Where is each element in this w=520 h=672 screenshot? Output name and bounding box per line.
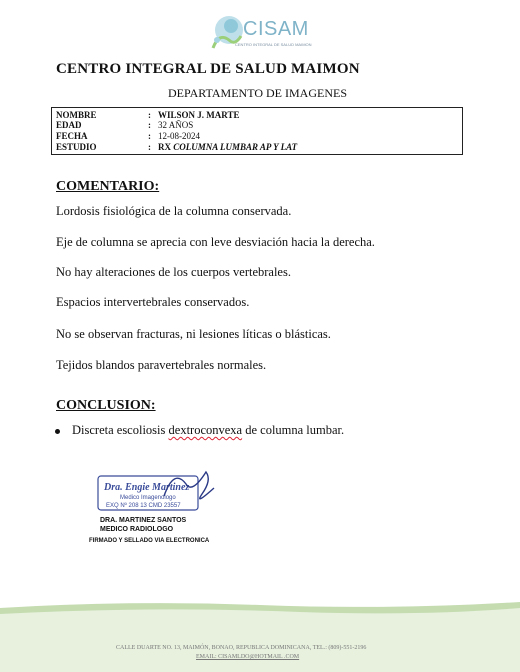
comment-line: Lordosis fisiológica de la columna conservada. xyxy=(56,204,292,218)
bullet-icon xyxy=(55,429,60,434)
patient-info-box xyxy=(51,107,463,155)
study-label: ESTUDIO xyxy=(56,142,97,152)
study-name: COLUMNA LUMBAR AP Y LAT xyxy=(173,142,298,152)
doctor-stamp-signature xyxy=(94,466,224,516)
doctor-title: MEDICO RADIOLOGO xyxy=(100,526,174,533)
comentario-heading: COMENTARIO: xyxy=(56,179,160,194)
date-colon: : xyxy=(148,131,151,141)
doctor-name: DRA. MARTINEZ SANTOS xyxy=(100,517,187,524)
footer-email[interactable]: EMAIL: CISAMLDO@HOTMAIL .COM xyxy=(196,654,300,660)
conclusion-heading: CONCLUSION: xyxy=(56,398,156,413)
name-label: NOMBRE xyxy=(56,110,97,120)
logo-tagline: CENTRO INTEGRAL DE SALUD MAIMON xyxy=(235,42,312,47)
stamp-role: Medico Imagenologo xyxy=(120,495,176,501)
conclusion-text-end: de columna lumbar. xyxy=(242,423,345,437)
logo-emblem-icon xyxy=(205,10,245,56)
signed-note: FIRMADO Y SELLADO VIA ELECTRONICA xyxy=(89,538,210,544)
date-value: 12-08-2024 xyxy=(158,131,200,141)
conclusion-item xyxy=(72,423,344,438)
name-value: WILSON J. MARTE xyxy=(158,110,240,120)
date-label: FECHA xyxy=(56,131,88,141)
comment-line: Espacios intervertebrales conservados. xyxy=(56,295,250,309)
stamp-name: Dra. Engie Martinez xyxy=(104,482,190,493)
stamp-exq: EXQ Nº 208 13 CMD 23557 xyxy=(106,503,181,509)
study-value xyxy=(158,142,297,152)
page-title: CENTRO INTEGRAL DE SALUD MAIMON xyxy=(56,61,360,77)
spellcheck-flagged-word: dextroconvexa xyxy=(168,423,243,437)
comment-line: No se observan fracturas, ni lesiones líticas o blásticas. xyxy=(56,327,331,341)
cisam-logo xyxy=(205,10,325,56)
age-colon: : xyxy=(148,120,151,130)
footer-wave-decoration xyxy=(0,600,520,672)
comment-line: Eje de columna se aprecia con leve desviación hacia la derecha. xyxy=(56,235,375,249)
name-colon: : xyxy=(148,110,151,120)
footer-address: CALLE DUARTE NO. 13, MAIMÓN, BONAO, REPUBLICA DOMINICANA, TEL.: (809)-551-2196 xyxy=(116,645,367,651)
study-prefix: RX xyxy=(158,142,171,152)
conclusion-text-start: Discreta escoliosis xyxy=(72,423,169,437)
logo-brand: CISAM xyxy=(243,18,309,40)
age-value: 32 AÑOS xyxy=(158,120,194,130)
study-colon: : xyxy=(148,142,151,152)
department-title: DEPARTAMENTO DE IMAGENES xyxy=(168,86,347,100)
comment-line: No hay alteraciones de los cuerpos vertebrales. xyxy=(56,265,291,279)
age-label: EDAD xyxy=(56,120,82,130)
comment-line: Tejidos blandos paravertebrales normales. xyxy=(56,358,267,372)
